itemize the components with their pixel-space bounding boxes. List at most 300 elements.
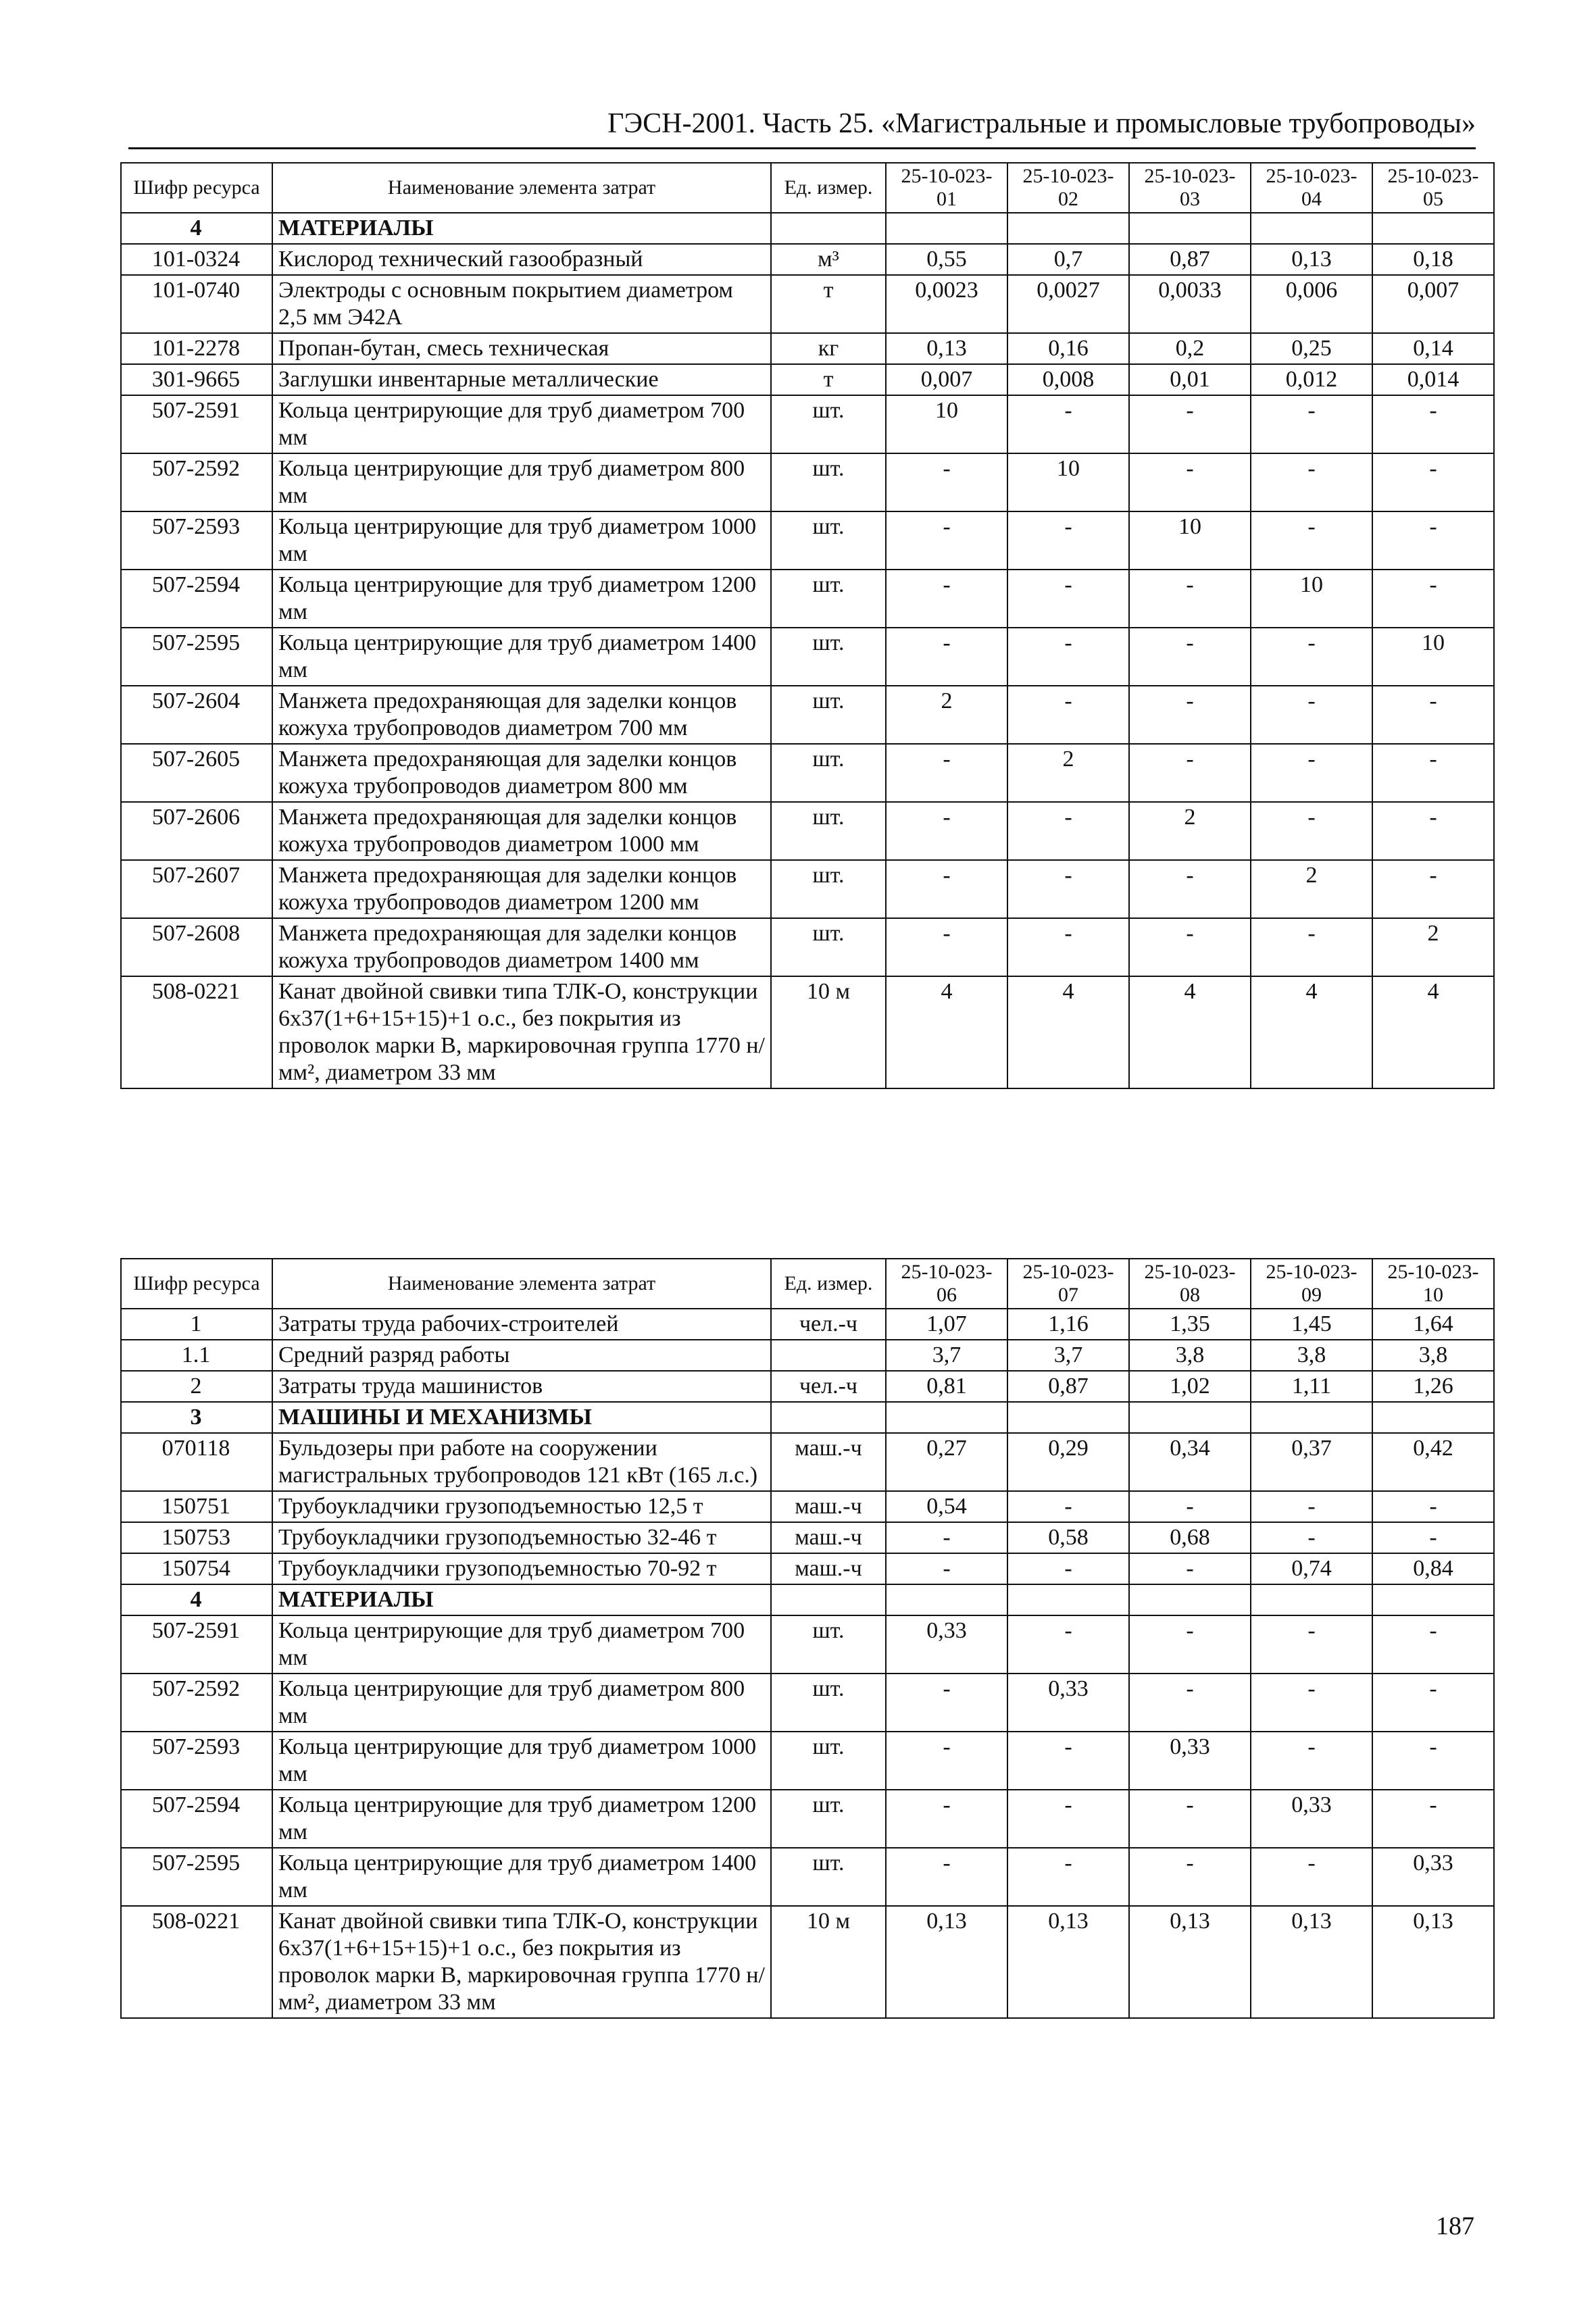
value-cell: - bbox=[1372, 453, 1494, 511]
page-header-title: ГЭСН-2001. Часть 25. «Магистральные и промысловые трубопроводы» bbox=[607, 108, 1476, 139]
unit-cell: 10 м bbox=[771, 976, 886, 1088]
resource-code-cell: 507-2591 bbox=[121, 1615, 272, 1674]
value-cell: - bbox=[1372, 860, 1494, 918]
unit-cell: шт. bbox=[771, 744, 886, 802]
value-cell: - bbox=[1007, 511, 1129, 570]
resource-name-cell: Манжета предохраняющая для заделки концов кожуха трубопроводов диаметром 1000 мм bbox=[272, 802, 771, 860]
resource-name-cell: Кольца центрирующие для труб диаметром 1000 мм bbox=[272, 511, 771, 570]
value-cell: - bbox=[886, 1522, 1007, 1553]
table-row bbox=[121, 1371, 1494, 1402]
resource-name-cell: Кольца центрирующие для труб диаметром 700 мм bbox=[272, 1615, 771, 1674]
value-cell: 0,13 bbox=[1372, 1906, 1494, 2018]
value-cell: - bbox=[1372, 1674, 1494, 1732]
value-cell: - bbox=[886, 1674, 1007, 1732]
value-cell: - bbox=[1251, 1491, 1372, 1522]
value-cell: - bbox=[886, 1553, 1007, 1584]
table-body bbox=[121, 213, 1494, 1088]
resource-name-cell: Бульдозеры при работе на сооружении магистральных трубопроводов 121 кВт (165 л.с.) bbox=[272, 1433, 771, 1491]
value-cell: - bbox=[1129, 860, 1251, 918]
resource-code-cell: 507-2608 bbox=[121, 918, 272, 976]
resource-code-cell: 507-2591 bbox=[121, 395, 272, 453]
value-cell: 0,33 bbox=[1251, 1790, 1372, 1848]
page-header bbox=[128, 108, 1476, 149]
value-cell: 4 bbox=[1129, 976, 1251, 1088]
value-cell: 0,18 bbox=[1372, 244, 1494, 275]
table-row bbox=[121, 244, 1494, 275]
value-cell: - bbox=[1007, 628, 1129, 686]
unit-cell: шт. bbox=[771, 802, 886, 860]
value-cell: - bbox=[1129, 744, 1251, 802]
resource-name-cell: Кольца центрирующие для труб диаметром 1200 мм bbox=[272, 570, 771, 628]
resource-code-cell: 150754 bbox=[121, 1553, 272, 1584]
unit-cell: шт. bbox=[771, 1732, 886, 1790]
resource-name-cell: Манжета предохраняющая для заделки концов кожуха трубопроводов диаметром 700 мм bbox=[272, 686, 771, 744]
value-cell: - bbox=[1251, 802, 1372, 860]
value-cell: - bbox=[1251, 1674, 1372, 1732]
value-cell: - bbox=[1129, 686, 1251, 744]
unit-cell: м³ bbox=[771, 244, 886, 275]
value-cell: - bbox=[1129, 1848, 1251, 1906]
unit-cell: шт. bbox=[771, 511, 886, 570]
value-cell bbox=[1007, 1402, 1129, 1433]
value-cell: - bbox=[1251, 1522, 1372, 1553]
unit-cell: шт. bbox=[771, 860, 886, 918]
value-cell: - bbox=[886, 628, 1007, 686]
resource-code-cell: 507-2604 bbox=[121, 686, 272, 744]
value-cell: - bbox=[1372, 395, 1494, 453]
unit-cell bbox=[771, 1340, 886, 1371]
value-cell: 0,33 bbox=[886, 1615, 1007, 1674]
resource-code-cell: 301-9665 bbox=[121, 364, 272, 395]
value-cell bbox=[1372, 1402, 1494, 1433]
resource-code-cell: 1.1 bbox=[121, 1340, 272, 1371]
value-cell: 0,01 bbox=[1129, 364, 1251, 395]
value-cell: 1,02 bbox=[1129, 1371, 1251, 1402]
resource-code-cell: 508-0221 bbox=[121, 976, 272, 1088]
value-cell: 4 bbox=[1372, 976, 1494, 1088]
resource-name-cell: Кольца центрирующие для труб диаметром 700 мм bbox=[272, 395, 771, 453]
resource-name-cell: Канат двойной свивки типа ТЛК-О, конструкции 6х37(1+6+15+15)+1 о.с., без покрытия из проволок марки В, маркировочная группа 1770 н/мм², диаметром 33 мм bbox=[272, 976, 771, 1088]
value-cell: 1,64 bbox=[1372, 1309, 1494, 1340]
value-cell: 0,34 bbox=[1129, 1433, 1251, 1491]
resource-code-cell: 507-2595 bbox=[121, 1848, 272, 1906]
resource-name-cell: Манжета предохраняющая для заделки концов кожуха трубопроводов диаметром 1400 мм bbox=[272, 918, 771, 976]
table-row bbox=[121, 1309, 1494, 1340]
unit-cell: шт. bbox=[771, 1615, 886, 1674]
header-col-3: 25-10-023-03 bbox=[1129, 163, 1251, 213]
value-cell: - bbox=[1372, 1615, 1494, 1674]
value-cell: 0,007 bbox=[1372, 275, 1494, 333]
value-cell: - bbox=[886, 1732, 1007, 1790]
resource-table-2 bbox=[120, 1258, 1495, 2019]
resource-name-cell: Кислород технический газообразный bbox=[272, 244, 771, 275]
resource-name-cell: Канат двойной свивки типа ТЛК-О, конструкции 6х37(1+6+15+15)+1 о.с., без покрытия из проволок марки В, маркировочная группа 1770 н/мм², диаметром 33 мм bbox=[272, 1906, 771, 2018]
resource-name-cell: МАТЕРИАЛЫ bbox=[272, 213, 771, 244]
value-cell: 0,13 bbox=[1251, 1906, 1372, 2018]
value-cell: - bbox=[1129, 1790, 1251, 1848]
value-cell: - bbox=[1372, 1522, 1494, 1553]
table-row bbox=[121, 686, 1494, 744]
header-code: Шифр ресурса bbox=[121, 163, 272, 213]
resource-code-cell: 507-2606 bbox=[121, 802, 272, 860]
resource-code-cell: 507-2594 bbox=[121, 570, 272, 628]
header-unit: Ед. измер. bbox=[771, 1259, 886, 1309]
value-cell: 0,14 bbox=[1372, 333, 1494, 364]
header-col-3: 25-10-023-08 bbox=[1129, 1259, 1251, 1309]
value-cell: 0,58 bbox=[1007, 1522, 1129, 1553]
table-row bbox=[121, 453, 1494, 511]
value-cell: - bbox=[1251, 1732, 1372, 1790]
resource-code-cell: 507-2595 bbox=[121, 628, 272, 686]
value-cell: - bbox=[1372, 511, 1494, 570]
value-cell: 1,07 bbox=[886, 1309, 1007, 1340]
resource-name-cell: Кольца центрирующие для труб диаметром 1200 мм bbox=[272, 1790, 771, 1848]
unit-cell: маш.-ч bbox=[771, 1553, 886, 1584]
table-row bbox=[121, 860, 1494, 918]
value-cell: - bbox=[1251, 918, 1372, 976]
value-cell: 0,74 bbox=[1251, 1553, 1372, 1584]
value-cell: 3,8 bbox=[1372, 1340, 1494, 1371]
value-cell: - bbox=[1251, 1848, 1372, 1906]
value-cell: - bbox=[886, 918, 1007, 976]
resource-name-cell: Электроды с основным покрытием диаметром 2,5 мм Э42А bbox=[272, 275, 771, 333]
value-cell: 0,014 bbox=[1372, 364, 1494, 395]
value-cell: 0,13 bbox=[886, 333, 1007, 364]
value-cell: 4 bbox=[886, 976, 1007, 1088]
value-cell: - bbox=[1007, 918, 1129, 976]
value-cell: 2 bbox=[1007, 744, 1129, 802]
value-cell: 0,007 bbox=[886, 364, 1007, 395]
value-cell: 0,13 bbox=[886, 1906, 1007, 2018]
resource-name-cell: Заглушки инвентарные металлические bbox=[272, 364, 771, 395]
resource-code-cell: 4 bbox=[121, 1584, 272, 1615]
value-cell: 10 bbox=[1007, 453, 1129, 511]
value-cell: - bbox=[1007, 1732, 1129, 1790]
unit-cell: чел.-ч bbox=[771, 1371, 886, 1402]
table-row bbox=[121, 1790, 1494, 1848]
value-cell: - bbox=[1007, 395, 1129, 453]
resource-table-1 bbox=[120, 162, 1495, 1089]
table-row bbox=[121, 1848, 1494, 1906]
table-row bbox=[121, 1433, 1494, 1491]
unit-cell bbox=[771, 1584, 886, 1615]
resource-code-cell: 507-2592 bbox=[121, 1674, 272, 1732]
value-cell: 0,25 bbox=[1251, 333, 1372, 364]
resource-code-cell: 508-0221 bbox=[121, 1906, 272, 2018]
value-cell: 10 bbox=[1372, 628, 1494, 686]
value-cell: - bbox=[1372, 1491, 1494, 1522]
unit-cell: шт. bbox=[771, 918, 886, 976]
resource-code-cell: 101-0324 bbox=[121, 244, 272, 275]
resource-code-cell: 101-2278 bbox=[121, 333, 272, 364]
resource-name-cell: Трубоукладчики грузоподъемностью 32-46 т bbox=[272, 1522, 771, 1553]
value-cell bbox=[1372, 1584, 1494, 1615]
resource-name-cell: Кольца центрирующие для труб диаметром 800 мм bbox=[272, 1674, 771, 1732]
table-row bbox=[121, 1674, 1494, 1732]
value-cell: 0,006 bbox=[1251, 275, 1372, 333]
table-row bbox=[121, 364, 1494, 395]
value-cell: 0,7 bbox=[1007, 244, 1129, 275]
value-cell: - bbox=[1251, 1615, 1372, 1674]
table-row bbox=[121, 1491, 1494, 1522]
unit-cell bbox=[771, 213, 886, 244]
resource-code-cell: 3 bbox=[121, 1402, 272, 1433]
header-col-2: 25-10-023-07 bbox=[1007, 1259, 1129, 1309]
resource-name-cell: Трубоукладчики грузоподъемностью 70-92 т bbox=[272, 1553, 771, 1584]
value-cell: - bbox=[1372, 1732, 1494, 1790]
value-cell: 3,7 bbox=[886, 1340, 1007, 1371]
value-cell: - bbox=[1251, 744, 1372, 802]
resource-code-cell: 507-2605 bbox=[121, 744, 272, 802]
value-cell: - bbox=[1007, 1553, 1129, 1584]
table-row bbox=[121, 511, 1494, 570]
value-cell: 0,33 bbox=[1007, 1674, 1129, 1732]
table-row bbox=[121, 395, 1494, 453]
value-cell: - bbox=[1007, 686, 1129, 744]
resource-name-cell: Кольца центрирующие для труб диаметром 800 мм bbox=[272, 453, 771, 511]
value-cell: - bbox=[1129, 1491, 1251, 1522]
value-cell: 0,55 bbox=[886, 244, 1007, 275]
value-cell: 0,2 bbox=[1129, 333, 1251, 364]
value-cell: 0,13 bbox=[1251, 244, 1372, 275]
header-unit: Ед. измер. bbox=[771, 163, 886, 213]
resource-name-cell: МАШИНЫ И МЕХАНИЗМЫ bbox=[272, 1402, 771, 1433]
value-cell: 0,16 bbox=[1007, 333, 1129, 364]
value-cell: 0,33 bbox=[1372, 1848, 1494, 1906]
value-cell: - bbox=[1129, 1674, 1251, 1732]
value-cell: 0,0023 bbox=[886, 275, 1007, 333]
page-number: 187 bbox=[1436, 2212, 1474, 2240]
resource-name-cell: Пропан-бутан, смесь техническая bbox=[272, 333, 771, 364]
value-cell: 1,26 bbox=[1372, 1371, 1494, 1402]
header-col-1: 25-10-023-01 bbox=[886, 163, 1007, 213]
unit-cell: чел.-ч bbox=[771, 1309, 886, 1340]
value-cell: - bbox=[886, 1848, 1007, 1906]
unit-cell: шт. bbox=[771, 453, 886, 511]
resource-code-cell: 1 bbox=[121, 1309, 272, 1340]
value-cell: 0,42 bbox=[1372, 1433, 1494, 1491]
table-row bbox=[121, 918, 1494, 976]
header-col-1: 25-10-023-06 bbox=[886, 1259, 1007, 1309]
unit-cell: шт. bbox=[771, 686, 886, 744]
value-cell: - bbox=[1129, 1553, 1251, 1584]
value-cell: 0,29 bbox=[1007, 1433, 1129, 1491]
resource-name-cell: МАТЕРИАЛЫ bbox=[272, 1584, 771, 1615]
value-cell: 2 bbox=[1251, 860, 1372, 918]
resource-code-cell: 507-2593 bbox=[121, 511, 272, 570]
resource-code-cell: 150751 bbox=[121, 1491, 272, 1522]
section-row bbox=[121, 213, 1494, 244]
value-cell: 0,87 bbox=[1007, 1371, 1129, 1402]
value-cell: 0,012 bbox=[1251, 364, 1372, 395]
value-cell: 10 bbox=[1129, 511, 1251, 570]
unit-cell: шт. bbox=[771, 1848, 886, 1906]
value-cell: 3,8 bbox=[1129, 1340, 1251, 1371]
value-cell: - bbox=[886, 744, 1007, 802]
value-cell: - bbox=[1372, 1790, 1494, 1848]
value-cell bbox=[1007, 213, 1129, 244]
value-cell: - bbox=[1251, 686, 1372, 744]
resource-name-cell: Затраты труда машинистов bbox=[272, 1371, 771, 1402]
resource-code-cell: 507-2594 bbox=[121, 1790, 272, 1848]
value-cell: - bbox=[1251, 395, 1372, 453]
unit-cell: шт. bbox=[771, 570, 886, 628]
value-cell: 2 bbox=[1129, 802, 1251, 860]
value-cell: - bbox=[1372, 570, 1494, 628]
value-cell: - bbox=[886, 1790, 1007, 1848]
unit-cell: маш.-ч bbox=[771, 1491, 886, 1522]
value-cell: - bbox=[1129, 453, 1251, 511]
value-cell: - bbox=[1251, 453, 1372, 511]
section-row bbox=[121, 1402, 1494, 1433]
value-cell: 0,13 bbox=[1129, 1906, 1251, 2018]
value-cell: - bbox=[1129, 1615, 1251, 1674]
table-header-row bbox=[121, 1259, 1494, 1309]
unit-cell bbox=[771, 1402, 886, 1433]
table-row bbox=[121, 976, 1494, 1088]
value-cell: - bbox=[1372, 744, 1494, 802]
table-row bbox=[121, 744, 1494, 802]
value-cell: 4 bbox=[1007, 976, 1129, 1088]
unit-cell: шт. bbox=[771, 1790, 886, 1848]
header-code: Шифр ресурса bbox=[121, 1259, 272, 1309]
resource-code-cell: 070118 bbox=[121, 1433, 272, 1491]
table-row bbox=[121, 628, 1494, 686]
header-col-4: 25-10-023-04 bbox=[1251, 163, 1372, 213]
value-cell: 2 bbox=[886, 686, 1007, 744]
resource-name-cell: Кольца центрирующие для труб диаметром 1400 мм bbox=[272, 1848, 771, 1906]
value-cell: 0,54 bbox=[886, 1491, 1007, 1522]
header-col-5: 25-10-023-05 bbox=[1372, 163, 1494, 213]
unit-cell: кг bbox=[771, 333, 886, 364]
value-cell: - bbox=[1251, 511, 1372, 570]
value-cell: - bbox=[1129, 918, 1251, 976]
value-cell: - bbox=[1129, 628, 1251, 686]
table-row bbox=[121, 1340, 1494, 1371]
value-cell: 2 bbox=[1372, 918, 1494, 976]
value-cell: - bbox=[1007, 802, 1129, 860]
value-cell: - bbox=[1129, 570, 1251, 628]
resource-name-cell: Трубоукладчики грузоподъемностью 12,5 т bbox=[272, 1491, 771, 1522]
table-body bbox=[121, 1309, 1494, 2018]
resource-code-cell: 2 bbox=[121, 1371, 272, 1402]
resource-code-cell: 150753 bbox=[121, 1522, 272, 1553]
resource-code-cell: 4 bbox=[121, 213, 272, 244]
unit-cell: шт. bbox=[771, 1674, 886, 1732]
value-cell: 1,16 bbox=[1007, 1309, 1129, 1340]
value-cell: 0,84 bbox=[1372, 1553, 1494, 1584]
resource-name-cell: Средний разряд работы bbox=[272, 1340, 771, 1371]
value-cell: 3,8 bbox=[1251, 1340, 1372, 1371]
value-cell: - bbox=[1251, 628, 1372, 686]
table-row bbox=[121, 1522, 1494, 1553]
value-cell: 0,87 bbox=[1129, 244, 1251, 275]
value-cell: 0,33 bbox=[1129, 1732, 1251, 1790]
value-cell: 1,11 bbox=[1251, 1371, 1372, 1402]
value-cell: - bbox=[1372, 686, 1494, 744]
value-cell: 0,0027 bbox=[1007, 275, 1129, 333]
header-col-5: 25-10-023-10 bbox=[1372, 1259, 1494, 1309]
table-header-row bbox=[121, 163, 1494, 213]
resource-name-cell: Кольца центрирующие для труб диаметром 1000 мм bbox=[272, 1732, 771, 1790]
value-cell bbox=[1129, 213, 1251, 244]
resource-name-cell: Затраты труда рабочих-строителей bbox=[272, 1309, 771, 1340]
table-row bbox=[121, 1906, 1494, 2018]
value-cell: 1,45 bbox=[1251, 1309, 1372, 1340]
value-cell: 0,0033 bbox=[1129, 275, 1251, 333]
header-col-4: 25-10-023-09 bbox=[1251, 1259, 1372, 1309]
table-row bbox=[121, 570, 1494, 628]
value-cell: 0,37 bbox=[1251, 1433, 1372, 1491]
value-cell: - bbox=[1007, 860, 1129, 918]
table-row bbox=[121, 1553, 1494, 1584]
unit-cell: маш.-ч bbox=[771, 1522, 886, 1553]
header-name: Наименование элемента затрат bbox=[272, 163, 771, 213]
value-cell: - bbox=[1129, 395, 1251, 453]
resource-code-cell: 101-0740 bbox=[121, 275, 272, 333]
value-cell bbox=[1251, 213, 1372, 244]
value-cell: - bbox=[1372, 802, 1494, 860]
unit-cell: т bbox=[771, 275, 886, 333]
resource-name-cell: Манжета предохраняющая для заделки концов кожуха трубопроводов диаметром 1200 мм bbox=[272, 860, 771, 918]
unit-cell: т bbox=[771, 364, 886, 395]
value-cell bbox=[886, 1402, 1007, 1433]
value-cell: - bbox=[1007, 1790, 1129, 1848]
value-cell bbox=[1251, 1584, 1372, 1615]
value-cell: 0,81 bbox=[886, 1371, 1007, 1402]
value-cell: - bbox=[1007, 1491, 1129, 1522]
value-cell bbox=[1007, 1584, 1129, 1615]
table-row bbox=[121, 802, 1494, 860]
value-cell: 0,008 bbox=[1007, 364, 1129, 395]
value-cell bbox=[1251, 1402, 1372, 1433]
value-cell: 10 bbox=[1251, 570, 1372, 628]
table-row bbox=[121, 275, 1494, 333]
unit-cell: шт. bbox=[771, 395, 886, 453]
value-cell: 0,27 bbox=[886, 1433, 1007, 1491]
value-cell: 10 bbox=[886, 395, 1007, 453]
resource-code-cell: 507-2607 bbox=[121, 860, 272, 918]
unit-cell: маш.-ч bbox=[771, 1433, 886, 1491]
table-row bbox=[121, 1732, 1494, 1790]
value-cell: - bbox=[886, 453, 1007, 511]
table-row bbox=[121, 1615, 1494, 1674]
header-col-2: 25-10-023-02 bbox=[1007, 163, 1129, 213]
value-cell bbox=[886, 213, 1007, 244]
unit-cell: шт. bbox=[771, 628, 886, 686]
value-cell bbox=[1129, 1584, 1251, 1615]
value-cell bbox=[886, 1584, 1007, 1615]
resource-name-cell: Манжета предохраняющая для заделки концов кожуха трубопроводов диаметром 800 мм bbox=[272, 744, 771, 802]
resource-code-cell: 507-2592 bbox=[121, 453, 272, 511]
value-cell: - bbox=[1007, 1848, 1129, 1906]
value-cell: 0,13 bbox=[1007, 1906, 1129, 2018]
section-row bbox=[121, 1584, 1494, 1615]
value-cell: - bbox=[1007, 1615, 1129, 1674]
value-cell bbox=[1372, 213, 1494, 244]
value-cell: 3,7 bbox=[1007, 1340, 1129, 1371]
value-cell: 4 bbox=[1251, 976, 1372, 1088]
resource-code-cell: 507-2593 bbox=[121, 1732, 272, 1790]
value-cell: - bbox=[886, 570, 1007, 628]
value-cell: 1,35 bbox=[1129, 1309, 1251, 1340]
unit-cell: 10 м bbox=[771, 1906, 886, 2018]
value-cell: - bbox=[886, 802, 1007, 860]
resource-name-cell: Кольца центрирующие для труб диаметром 1400 мм bbox=[272, 628, 771, 686]
value-cell: - bbox=[886, 860, 1007, 918]
header-name: Наименование элемента затрат bbox=[272, 1259, 771, 1309]
value-cell: - bbox=[886, 511, 1007, 570]
